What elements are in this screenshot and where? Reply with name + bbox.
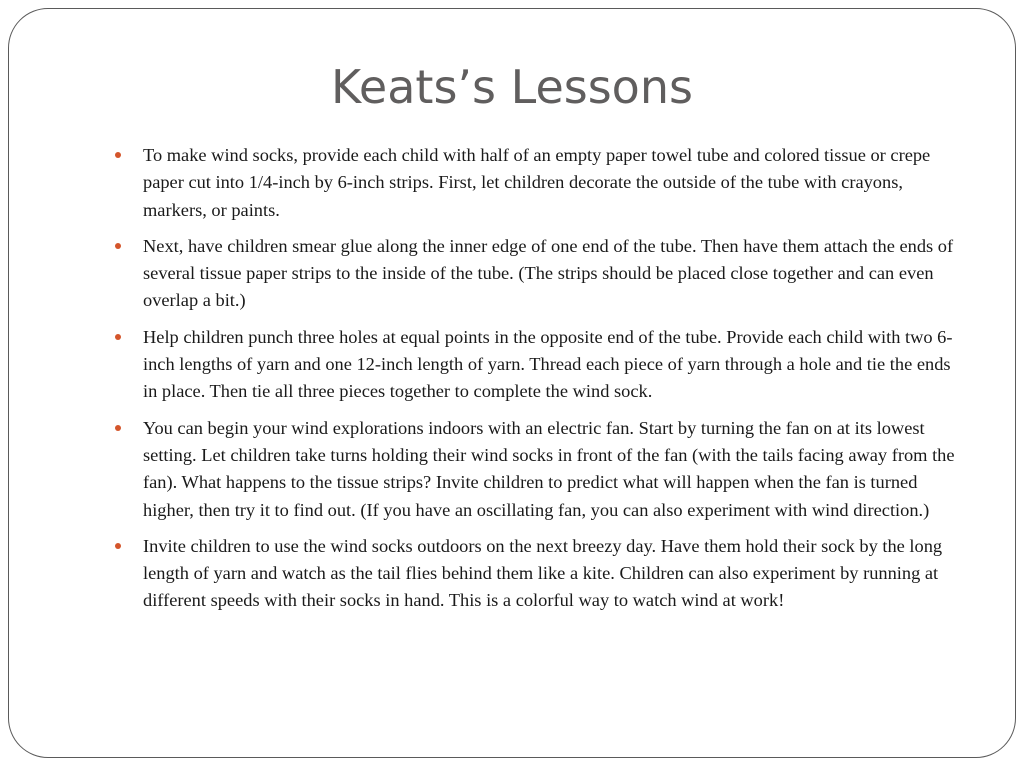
bullet-text: Next, have children smear glue along the inner edge of one end of the tube. Then have them attach the ends of several tissue paper strips to the inside of the tube. (The strips should be placed close together and can even overlap a bit.) <box>143 235 954 311</box>
bullet-text: You can begin your wind explorations indoors with an electric fan. Start by turning the fan on at its lowest setting. Let children take turns holding their wind socks in front of the fan (with the tails facing away from the fan). What happens to the tissue strips? Invite children to predict what will happen when the fan is turned higher, then try it to find out. (If you have an oscillating fan, you can also experiment with wind direction.) <box>143 417 955 520</box>
bullet-item <box>113 324 968 406</box>
bullet-dot-icon <box>115 425 121 431</box>
bullet-dot-icon <box>115 152 121 158</box>
bullet-text: Help children punch three holes at equal points in the opposite end of the tube. Provide each child with two 6-inch lengths of yarn and one 12-inch length of yarn. Thread each piece of yarn through a hole and tie the ends in place. Then tie all three pieces together to complete the wind sock. <box>143 326 953 402</box>
bullet-item <box>113 533 968 615</box>
bullet-item <box>113 415 968 524</box>
bullet-text: To make wind socks, provide each child with half of an empty paper towel tube and colored tissue or crepe paper cut into 1/4-inch by 6-inch strips. First, let children decorate the outside of the tube with crayons, markers, or paints. <box>143 145 931 220</box>
bullet-text: Invite children to use the wind socks outdoors on the next breezy day. Have them hold their sock by the long length of yarn and watch as the tail flies behind them like a kite. Children can also experiment by running at different speeds with their socks in hand. This is a colorful way to watch wind at work! <box>143 535 943 611</box>
bullet-dot-icon <box>115 243 121 249</box>
bullet-item <box>113 233 968 315</box>
bullet-list <box>113 142 968 624</box>
bullet-item <box>113 142 968 224</box>
bullet-dot-icon <box>115 543 121 549</box>
bullet-dot-icon <box>115 334 121 340</box>
slide-title: Keats’s Lessons <box>331 60 693 114</box>
